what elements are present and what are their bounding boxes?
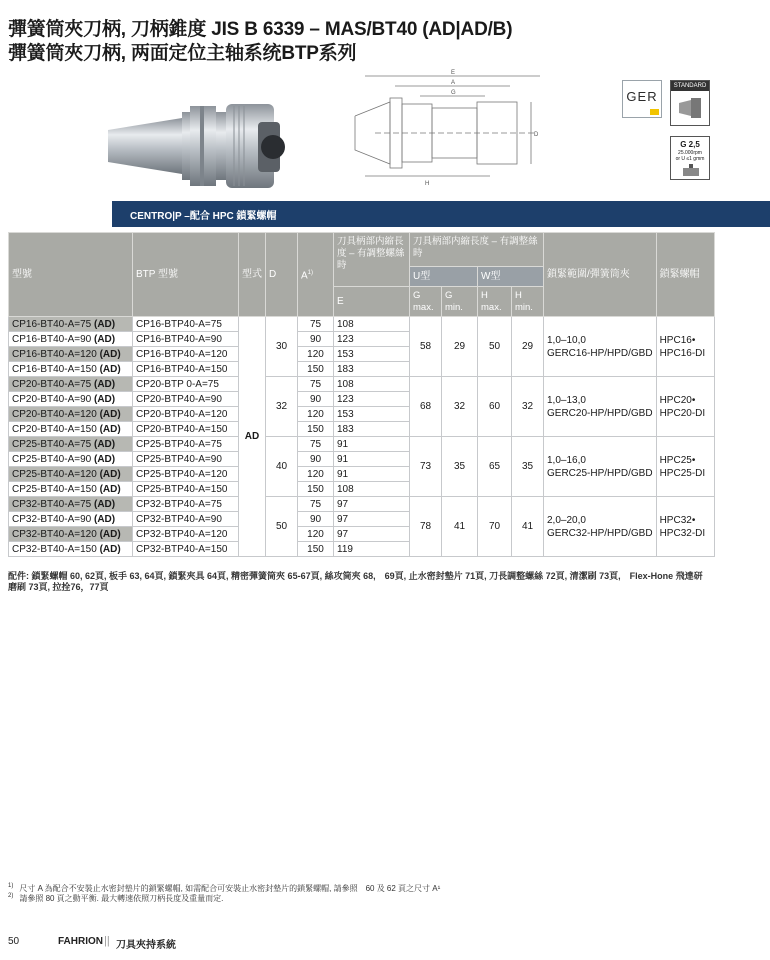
dimension-drawing [335,68,575,200]
cell-btp-model: CP32-BTP40-A=120 [133,527,239,542]
cell-e: 108 [334,317,410,332]
header-w-type: W型 [478,267,544,287]
header-d: D [266,233,298,317]
cell-e: 123 [334,332,410,347]
cell-btp-model: CP20-BTP 0-A=75 [133,377,239,392]
flag-icon [650,109,659,115]
cell-btp-model: CP32-BTP40-A=90 [133,512,239,527]
cell-a: 120 [298,527,334,542]
origin-label: GER [626,89,658,104]
header-u-type: U型 [410,267,478,287]
dim-label-a: A [451,80,456,86]
header-type: 型式 [239,233,266,317]
dim-label-d: D [534,132,539,138]
table-row [9,317,715,332]
cell-model: CP32-BT40-A=120 (AD) [9,527,133,542]
cell-e: 108 [334,482,410,497]
page-title: 彈簧筒夾刀柄, 刀柄錐度 JIS B 6339 – MAS/BT40 (AD|AD/B) [8,19,513,40]
table-row [9,437,715,452]
cell-h-min: 29 [512,317,544,377]
footer-separator: || [104,935,110,947]
cell-a: 120 [298,407,334,422]
cell-model: CP16-BT40-A=75 (AD) [9,317,133,332]
cell-e: 153 [334,407,410,422]
header-h-max-unit: max. [481,301,502,313]
table-row [9,377,715,392]
cell-e: 97 [334,497,410,512]
tool-holder-photo [108,92,288,200]
cell-a: 75 [298,317,334,332]
cell-model: CP25-BT40-A=90 (AD) [9,452,133,467]
cell-h-min: 32 [512,377,544,437]
footnote-2-text: 請參照 80 頁之動平衡. 最大轉速依照刀柄長度及重量而定. [19,894,224,903]
cell-btp-model: CP32-BTP40-A=150 [133,542,239,557]
header-g-max [410,287,442,317]
header-h-max [478,287,512,317]
product-table [8,232,715,557]
header-model: 型號 [9,233,133,317]
cell-a: 150 [298,542,334,557]
header-e-group: 刀具柄部内縮長度 – 有調整螺絲時 [334,233,410,287]
dim-label-g: G [451,90,456,96]
cell-model: CP25-BT40-A=120 (AD) [9,467,133,482]
cell-e: 153 [334,347,410,362]
cell-g-min: 32 [442,377,478,437]
cell-e: 183 [334,422,410,437]
cell-model: CP25-BT40-A=75 (AD) [9,437,133,452]
footnote-2 [8,893,223,904]
cell-h-max: 65 [478,437,512,497]
brand-name: FAHRION [58,936,103,947]
cell-g-max: 78 [410,497,442,557]
header-g-min-label: G [445,289,453,301]
cell-btp-model: CP20-BTP40-A=90 [133,392,239,407]
header-h-min-unit: min. [515,301,533,313]
accessories-note: 配件: 鎖緊螺帽 60, 62頁, 板手 63, 64頁, 鎖緊夾具 64頁, 精密彈簧筒夾 65-67頁, 絲攻筒夾 68, 69頁, 止水密封墊片 71頁, 刀長調整螺絲 72頁, 清潔刷 73頁, Flex-Hone 飛達研磨刷 73頁, 拉拴76，77頁 [8,571,703,592]
header-h-min [512,287,544,317]
cell-btp-model: CP25-BTP40-A=75 [133,437,239,452]
cell-g-min: 29 [442,317,478,377]
cell-a: 120 [298,347,334,362]
cell-model: CP20-BT40-A=150 (AD) [9,422,133,437]
cell-h-max: 60 [478,377,512,437]
cell-model: CP20-BT40-A=75 (AD) [9,377,133,392]
product-table-body [9,317,715,557]
footnote-1-text: 尺寸 A 為配合不安裝止水密封墊片的鎖緊螺帽, 如需配合可安裝止水密封墊片的鎖緊螺帽, 請參照 60 及 62 頁之尺寸 A¹ [19,884,441,893]
standard-label: STANDARD [671,81,709,91]
balance-rpm: 25.000rpm [678,150,702,156]
cell-clamp-range: 1,0–13,0 GERC20-HP/HPD/GBD [544,377,657,437]
cell-model: CP16-BT40-A=120 (AD) [9,347,133,362]
cell-model: CP20-BT40-A=90 (AD) [9,392,133,407]
footnote-2-mark: 2) [8,893,14,900]
header-e: E [334,287,410,317]
balance-badge [670,136,710,180]
header-g-max-unit: max. [413,301,434,313]
balance-note [671,150,709,162]
cell-a: 90 [298,392,334,407]
dim-label-e: E [451,70,456,76]
header-h-max-label: H [481,289,488,301]
cell-g-min: 35 [442,437,478,497]
cell-a: 90 [298,512,334,527]
cell-model: CP32-BT40-A=75 (AD) [9,497,133,512]
cell-d: 40 [266,437,298,497]
cell-nut: HPC25• HPC25-DI [656,437,714,497]
cell-g-min: 41 [442,497,478,557]
cell-h-min: 41 [512,497,544,557]
dim-label-h: H [425,181,430,187]
page-number: 50 [8,936,20,947]
cell-btp-model: CP16-BTP40-A=120 [133,347,239,362]
cell-model: CP32-BT40-A=150 (AD) [9,542,133,557]
cell-a: 75 [298,497,334,512]
cell-btp-model: CP25-BTP40-A=150 [133,482,239,497]
cell-e: 97 [334,512,410,527]
cell-e: 91 [334,467,410,482]
cell-nut: HPC32• HPC32-DI [656,497,714,557]
cell-e: 123 [334,392,410,407]
cell-btp-model: CP20-BTP40-A=150 [133,422,239,437]
header-gh-group: 刀具柄部内縮長度 – 有調整絲時 [410,233,544,267]
header-g-min [442,287,478,317]
origin-badge [622,80,662,118]
cell-e: 97 [334,527,410,542]
cell-model: CP16-BT40-A=150 (AD) [9,362,133,377]
cell-type: AD [239,317,266,557]
cell-btp-model: CP25-BTP40-A=90 [133,452,239,467]
cell-btp-model: CP16-BTP40-A=75 [133,317,239,332]
balance-grade: G 2,5 [680,140,700,149]
cell-model: CP32-BT40-A=90 (AD) [9,512,133,527]
cell-a: 75 [298,437,334,452]
section-name: 刀具夾持系統 [116,940,176,951]
cell-a: 150 [298,482,334,497]
cell-btp-model: CP32-BTP40-A=75 [133,497,239,512]
cell-btp-model: CP20-BTP40-A=120 [133,407,239,422]
cell-e: 91 [334,452,410,467]
header-a-sup: 1) [307,269,314,276]
cell-a: 150 [298,362,334,377]
cell-h-max: 50 [478,317,512,377]
cell-h-min: 35 [512,437,544,497]
cell-clamp-range: 1,0–10,0 GERC16-HP/HPD/GBD [544,317,657,377]
cell-btp-model: CP25-BTP40-A=120 [133,467,239,482]
cell-a: 150 [298,422,334,437]
header-btp-model: BTP 型號 [133,233,239,317]
cell-nut: HPC20• HPC20-DI [656,377,714,437]
cell-d: 32 [266,377,298,437]
cell-model: CP20-BT40-A=120 (AD) [9,407,133,422]
cell-a: 90 [298,452,334,467]
header-nut: 鎖緊螺帽 [656,233,714,317]
cell-h-max: 70 [478,497,512,557]
cell-e: 91 [334,437,410,452]
header-clamp-range: 鎖緊範圍/彈簧筒夾 [544,233,657,317]
header-a [298,233,334,317]
cell-g-max: 68 [410,377,442,437]
cell-clamp-range: 1,0–16,0 GERC25-HP/HPD/GBD [544,437,657,497]
balance-unbalance: or U ≤1 gmm [675,156,705,162]
header-g-min-unit: min. [445,301,463,313]
table-row [9,497,715,512]
cell-g-max: 73 [410,437,442,497]
footnote-1-mark: 1) [8,883,14,890]
cell-d: 30 [266,317,298,377]
cell-btp-model: CP16-BTP40-A=90 [133,332,239,347]
cell-a: 120 [298,467,334,482]
cell-e: 119 [334,542,410,557]
cell-e: 183 [334,362,410,377]
section-band-label: CENTRO|P –配合 HPC 鎖緊螺帽 [130,211,277,222]
cell-clamp-range: 2,0–20,0 GERC32-HP/HPD/GBD [544,497,657,557]
cell-model: CP25-BT40-A=150 (AD) [9,482,133,497]
cell-d: 50 [266,497,298,557]
standard-badge [670,80,710,126]
header-a-label: A [301,270,308,282]
cell-nut: HPC16• HPC16-DI [656,317,714,377]
cell-a: 90 [298,332,334,347]
balance-icon [681,164,701,178]
cell-a: 75 [298,377,334,392]
page-subtitle: 彈簧筒夾刀柄, 两面定位主轴系统BTP系列 [8,43,357,64]
cell-g-max: 58 [410,317,442,377]
header-g-max-label: G [413,289,421,301]
header-h-min-label: H [515,289,522,301]
cell-e: 108 [334,377,410,392]
cell-btp-model: CP16-BTP40-A=150 [133,362,239,377]
cell-model: CP16-BT40-A=90 (AD) [9,332,133,347]
holder-icon [677,95,705,121]
